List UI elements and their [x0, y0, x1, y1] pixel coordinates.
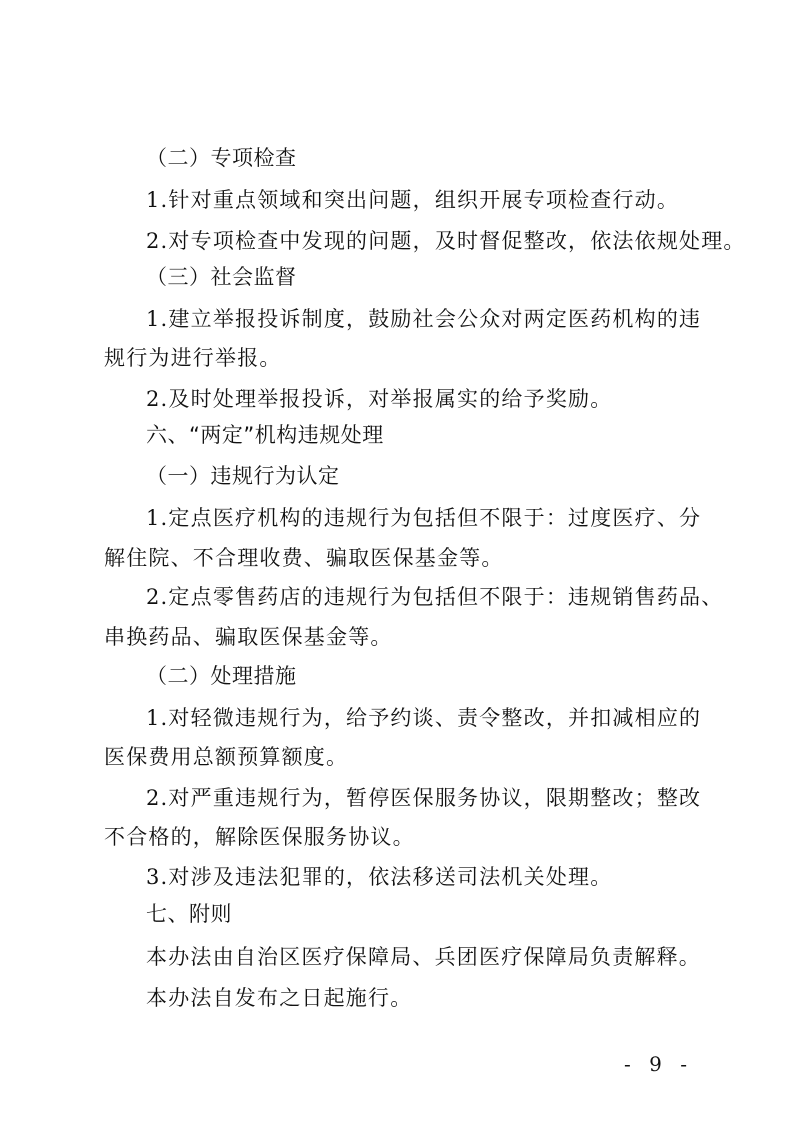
section-heading-violation-identification: （一）违规行为认定 — [146, 464, 340, 488]
paragraph-line: 1.针对重点领域和突出问题，组织开展专项检查行动。 — [146, 188, 680, 212]
paragraph-line: 医保费用总额预算额度。 — [104, 745, 349, 769]
paragraph-line: 1.建立举报投诉制度，鼓励社会公众对两定医药机构的违 — [146, 307, 702, 331]
paragraph-line: 不合格的，解除医保服务协议。 — [104, 825, 415, 849]
section-heading-special-inspection: （二）专项检查 — [146, 146, 297, 170]
section-heading-handling-measures: （二）处理措施 — [146, 664, 297, 688]
page-number: - 9 - — [624, 1052, 693, 1076]
section-heading-social-supervision: （三）社会监督 — [146, 265, 297, 289]
paragraph-line: 本办法自发布之日起施行。 — [146, 986, 413, 1010]
paragraph-line: 1.定点医疗机构的违规行为包括但不限于：过度医疗、分 — [146, 506, 702, 530]
paragraph-line: 1.对轻微违规行为，给予约谈、责令整改，并扣减相应的 — [146, 706, 702, 730]
paragraph-line: 2.对专项检查中发现的问题，及时督促整改，依法依规处理。 — [146, 229, 746, 253]
paragraph-line: 2.定点零售药店的违规行为包括但不限于：违规销售药品、 — [146, 585, 724, 609]
chapter-heading-violation-handling: 六、“两定”机构违规处理 — [146, 423, 384, 447]
paragraph-line: 解住院、不合理收费、骗取医保基金等。 — [104, 546, 504, 570]
paragraph-line: 2.对严重违规行为，暂停医保服务协议，限期整改；整改 — [146, 786, 702, 810]
chapter-heading-supplementary: 七、附则 — [146, 902, 232, 926]
paragraph-line: 本办法由自治区医疗保障局、兵团医疗保障局负责解释。 — [146, 945, 701, 969]
paragraph-line: 2.及时处理举报投诉，对举报属实的给予奖励。 — [146, 387, 613, 411]
paragraph-line: 串换药品、骗取医保基金等。 — [104, 625, 393, 649]
paragraph-line: 规行为进行举报。 — [104, 346, 282, 370]
paragraph-line: 3.对涉及违法犯罪的，依法移送司法机关处理。 — [146, 865, 613, 889]
